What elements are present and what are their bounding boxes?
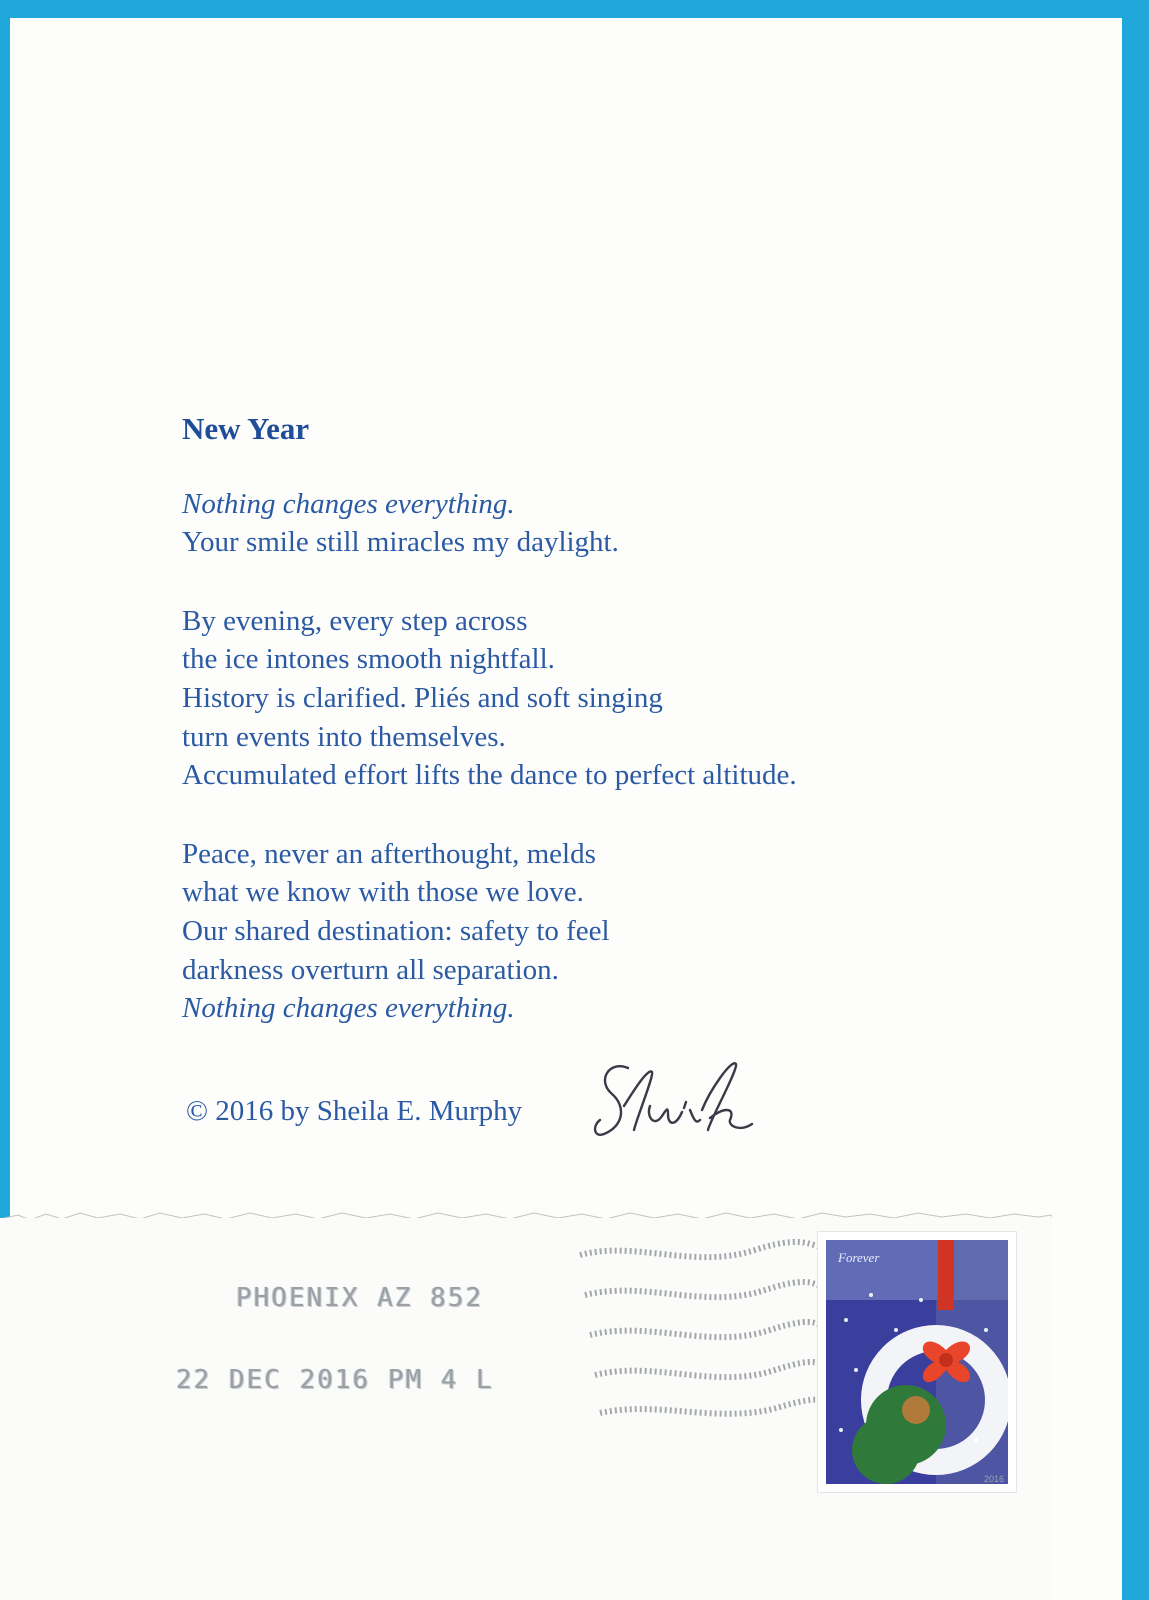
poem-line: Accumulated effort lifts the dance to perfect altitude. xyxy=(182,759,797,792)
poem-line: Peace, never an afterthought, melds xyxy=(182,837,596,870)
postmark-date: 22 DEC 2016 PM 4 L xyxy=(176,1365,494,1395)
poem xyxy=(182,410,1042,1028)
stanza xyxy=(182,602,1042,795)
stanza xyxy=(182,835,1042,1028)
poem-line: Nothing changes everything. xyxy=(182,992,515,1025)
poem-line: Our shared destination: safety to feel xyxy=(182,914,610,947)
postmark-city: PHOENIX AZ 852 xyxy=(236,1283,484,1313)
cancellation-marks xyxy=(575,1235,835,1435)
stanza-gap xyxy=(182,562,1042,602)
poem-line: History is clarified. Pliés and soft singing xyxy=(182,681,663,714)
poem-line: Your smile still miracles my daylight. xyxy=(182,526,619,559)
stamp-label: Forever xyxy=(838,1250,880,1265)
postage-stamp xyxy=(818,1232,1016,1492)
poem-line: Nothing changes everything. xyxy=(182,487,515,520)
poem-line: what we know with those we love. xyxy=(182,876,584,909)
poem-line: By evening, every step across xyxy=(182,604,528,637)
poem-line: turn events into themselves. xyxy=(182,720,506,753)
stamp-year: 2016 xyxy=(983,1474,1004,1484)
poem-stanzas xyxy=(182,485,1042,1028)
poem-title: New Year xyxy=(182,411,310,446)
stanza-gap xyxy=(182,795,1042,835)
stamp-illustration xyxy=(826,1240,1008,1484)
stanza xyxy=(182,485,1042,562)
signature xyxy=(590,1050,760,1145)
poem-line: darkness overturn all separation. xyxy=(182,953,559,986)
poem-line: the ice intones smooth nightfall. xyxy=(182,643,555,676)
copyright-line: © 2016 by Sheila E. Murphy xyxy=(186,1095,523,1127)
